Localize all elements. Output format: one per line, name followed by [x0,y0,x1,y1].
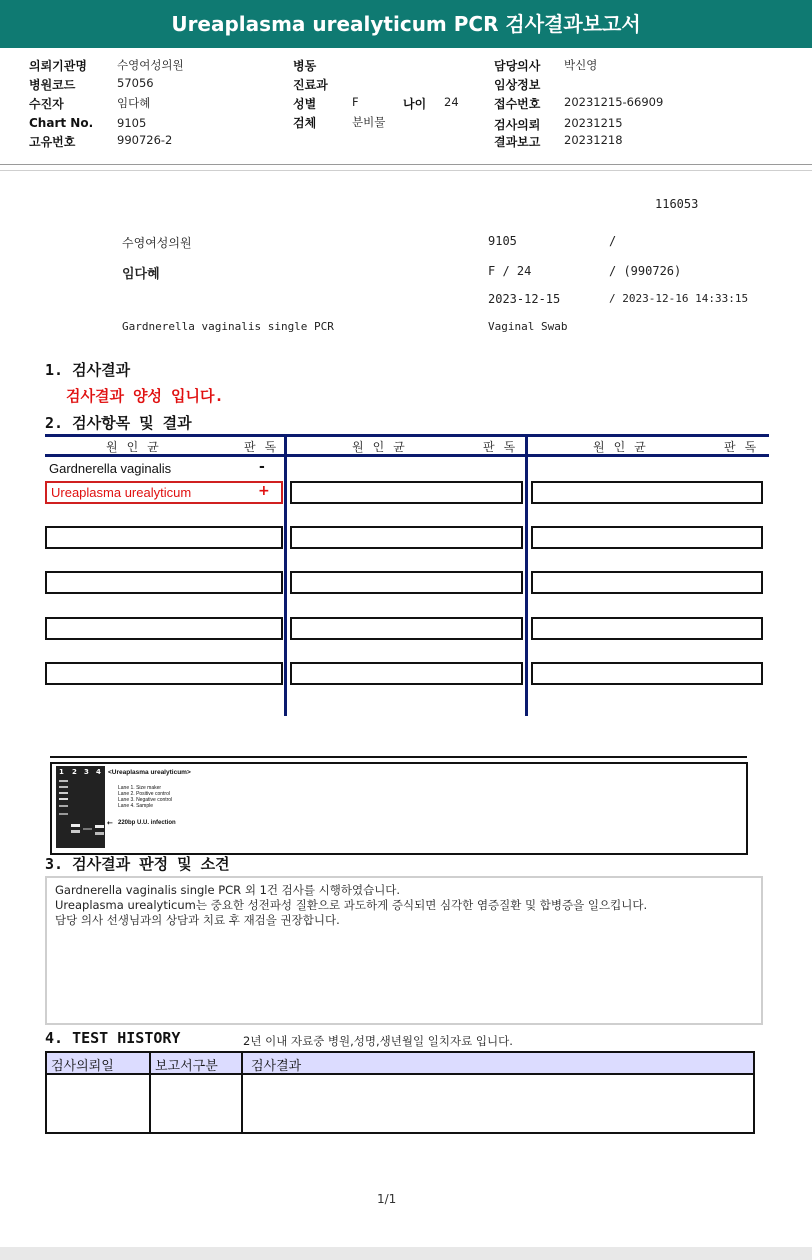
table-col-divider-2 [525,434,528,716]
institution-value: 수영여성의원 [117,58,184,72]
receipt-no-value: 20231215-66909 [564,95,664,109]
page-bottom-edge [0,1247,812,1260]
result-cell [531,481,763,504]
pathogen-name: Gardnerella vaginalis [49,461,172,476]
section2-title: 2. 검사항목 및 결과 [45,414,192,432]
gel-band [59,792,68,794]
result-cell [531,571,763,594]
history-table-header [47,1053,753,1075]
gel-band [95,825,104,828]
col-pathogen-3: 원인균 [593,440,655,454]
history-col-request-date: 검사의뢰일 [51,1059,114,1074]
history-note: 2년 이내 자료중 병원,성명,생년월일 일치자료 입니다. [243,1034,513,1048]
section1-title: 1. 검사결과 [45,361,131,379]
page-number: 1/1 [377,1192,397,1206]
header-divider-shadow [0,170,812,171]
result-cell [45,662,283,685]
result-cell [45,571,283,594]
summary-test-name: Gardnerella vaginalis single PCR [122,320,334,333]
col-judgement-2: 판독 [483,440,525,454]
gel-legend-item: Lane 2. Positive control [118,791,170,797]
patient-label: 수진자 [29,97,64,111]
header-divider [0,164,812,165]
col-judgement-3: 판독 [724,440,766,454]
result-cell [290,526,523,549]
summary-date: 2023-12-15 [488,292,561,306]
report-title: Ureaplasma urealyticum PCR 검사결과보고서 [171,12,641,36]
report-header-band [0,0,812,48]
sample-code: 116053 [655,197,699,211]
doctor-label: 담당의사 [494,59,541,73]
pathogen-name-positive: Ureaplasma urealyticum [51,485,192,500]
lane-label: 2 [72,768,77,776]
gel-band [83,828,92,830]
gel-band [59,798,68,800]
gel-annotation: 220bp U.U. infection [118,820,176,826]
sex-label: 성별 [293,97,317,111]
arrow-left-icon: ← [107,819,113,827]
col-pathogen-2: 원인균 [352,440,414,454]
summary-patient: 임다혜 [122,267,160,282]
remark-line: Gardnerella vaginalis single PCR 외 1건 검사를 시행하였습니다. [55,883,401,897]
gel-top-rule [50,756,747,758]
gel-legend-item: Lane 1. Size maker [118,785,162,791]
section4-title: 4. TEST HISTORY [45,1029,181,1047]
table-col-divider-1 [284,434,287,716]
clinical-info-label: 임상정보 [494,78,541,92]
report-date-value: 20231218 [564,133,623,147]
remark-line: Ureaplasma urealyticum는 중요한 성전파성 질환으로 과도하게 증식되면 심각한 염증질환 및 합병증을 일으킵니다. [55,898,648,912]
gel-band [59,805,68,807]
institution-label: 의뢰기관명 [29,59,87,73]
result-statement: 검사결과 양성 입니다. [66,387,224,405]
history-col-result: 검사결과 [251,1059,302,1074]
gel-band [59,780,68,782]
receipt-no-label: 접수번호 [494,97,541,111]
ward-label: 병동 [293,59,317,73]
section3-title: 3. 검사결과 판정 및 소견 [45,855,230,873]
summary-birth: / (990726) [609,264,682,278]
summary-slash: / [609,234,617,248]
remark-line: 담당 의사 선생님과의 상담과 치료 후 재검을 권장합니다. [55,913,340,927]
gel-legend-item: Lane 4. Sample [118,803,154,809]
specimen-value: 분비물 [352,115,386,129]
hospital-code-label: 병원코드 [29,78,76,92]
chart-no-label: Chart No. [29,116,94,130]
lane-label: 4 [96,768,101,776]
patient-value: 임다혜 [117,96,151,110]
summary-sex-age: F / 24 [488,264,532,278]
pathogen-result-positive: + [258,483,270,499]
history-table [45,1051,755,1134]
result-cell [290,571,523,594]
report-date-label: 결과보고 [494,135,541,149]
pathogen-result: - [259,459,265,475]
sex-value: F [352,95,359,109]
col-pathogen-1: 원인균 [106,440,168,454]
age-value: 24 [444,95,459,109]
specimen-label: 검체 [293,116,317,130]
history-col-report-type: 보고서구분 [155,1059,218,1074]
result-cell [290,662,523,685]
gel-legend-item: Lane 3. Negative control [118,797,173,803]
lane-label: 3 [84,768,89,776]
result-cell [290,481,523,504]
history-col-divider [241,1053,243,1132]
request-date-value: 20231215 [564,116,623,130]
result-cell [290,617,523,640]
result-cell [531,662,763,685]
result-cell [45,526,283,549]
dept-label: 진료과 [293,78,328,92]
gel-band [95,832,104,835]
gel-band [71,830,80,833]
summary-specimen-type: Vaginal Swab [488,320,568,333]
age-label: 나이 [403,97,427,111]
gel-band [59,813,68,815]
request-date-label: 검사의뢰 [494,118,541,132]
table-top-rule [45,434,769,437]
history-col-divider [149,1053,151,1132]
result-cell [531,617,763,640]
hospital-code-value: 57056 [117,76,154,90]
summary-clinic: 수영여성의원 [122,236,192,250]
col-judgement-1: 판독 [244,440,286,454]
result-cell [45,617,283,640]
unique-no-value: 990726-2 [117,133,173,147]
chart-no-value: 9105 [117,116,147,130]
result-cell [531,526,763,549]
gel-title: <Ureaplasma urealyticum> [108,769,191,776]
summary-chart-no: 9105 [488,234,517,248]
lane-label: 1 [59,768,64,776]
gel-electrophoresis-image [56,766,105,848]
gel-panel [50,762,748,855]
summary-datetime: / 2023-12-16 14:33:15 [609,292,749,305]
gel-band [59,786,68,788]
doctor-value: 박신영 [564,58,598,72]
unique-no-label: 고유번호 [29,135,76,149]
remarks-box [45,876,763,1025]
gel-band [71,824,80,827]
